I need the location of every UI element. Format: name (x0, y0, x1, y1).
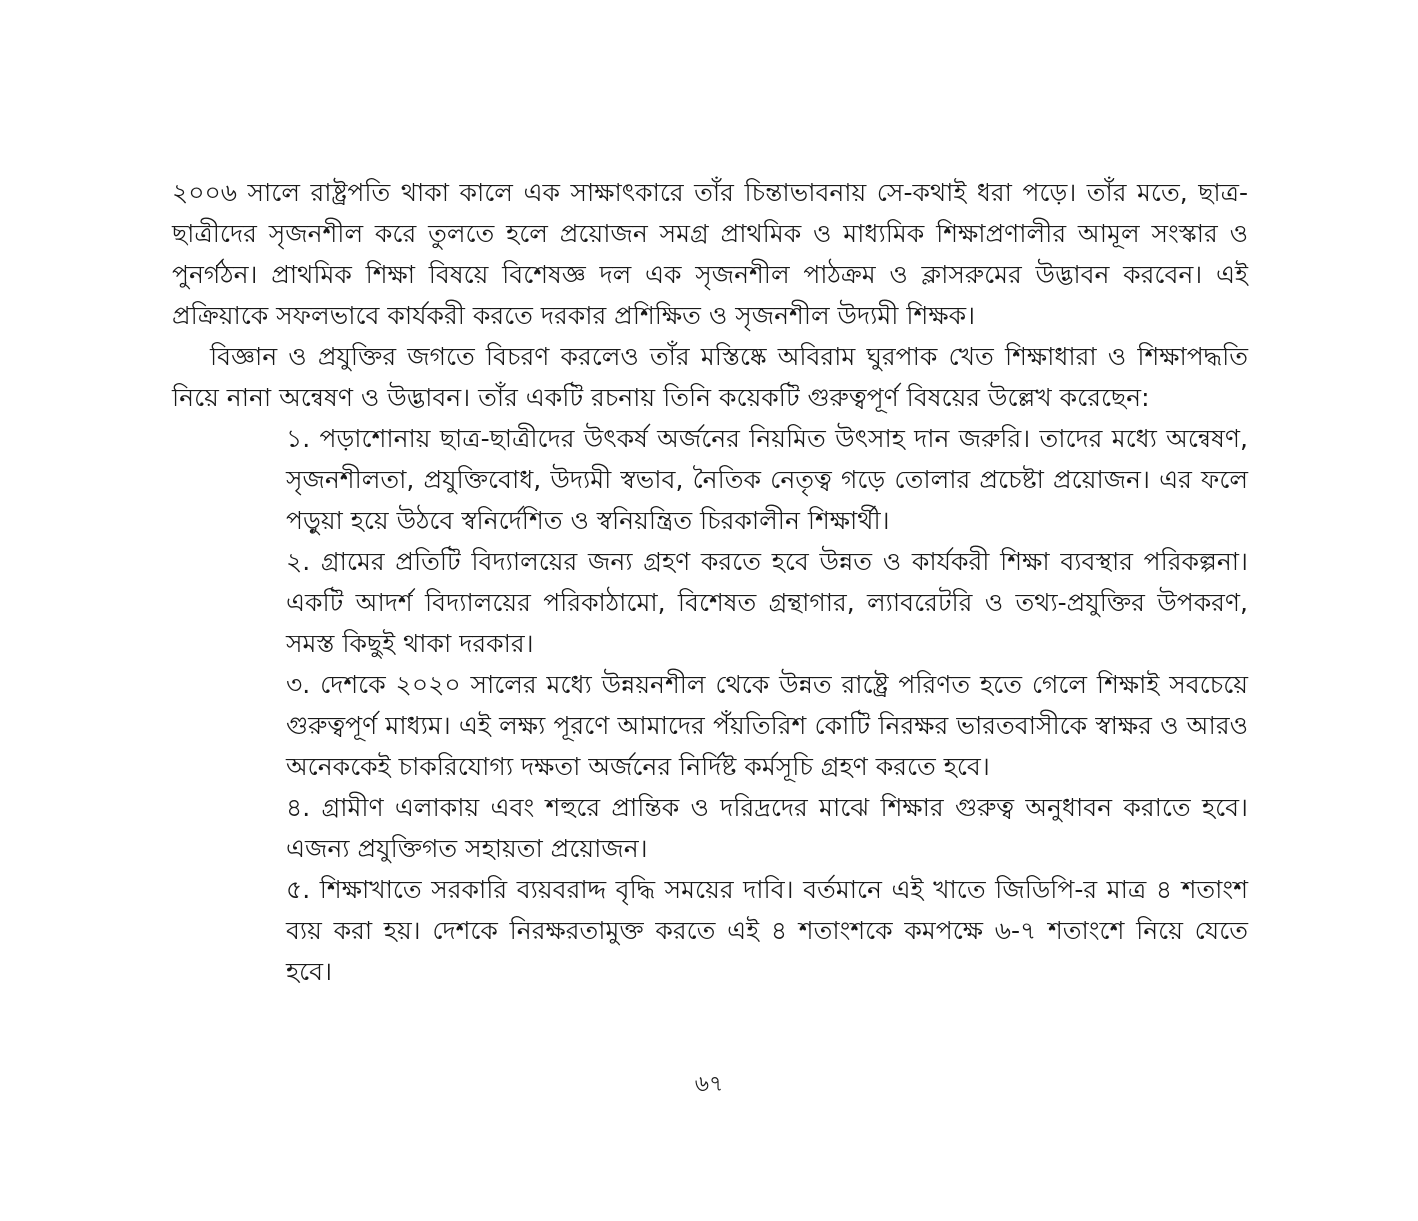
paragraph-1: ২০০৬ সালে রাষ্ট্রপতি থাকা কালে এক সাক্ষাৎকারে তাঁর চিন্তাভাবনায় সে-কথাই ধরা পড়ে। তাঁর মতে, ছাত্র-ছাত্রীদের সৃজনশীল করে তুলতে হলে প্রয়োজন সমগ্র প্রাথমিক ও মাধ্যমিক শিক্ষাপ্রণালীর আমূল সংস্কার ও পুনর্গঠন। প্রাথমিক শিক্ষা বিষয়ে বিশেষজ্ঞ দল এক সৃজনশীল পাঠক্রম ও ক্লাসরুমের উদ্ভাবন করবেন। এই প্রক্রিয়াকে সফলভাবে কার্যকরী করতে দরকার প্রশিক্ষিত ও সৃজনশীল উদ্যমী শিক্ষক। (172, 178, 1248, 330)
list-item: ৩. দেশকে ২০২০ সালের মধ্যে উন্নয়নশীল থেকে উন্নত রাষ্ট্রে পরিণত হতে গেলে শিক্ষাই সবচেয়ে গুরুত্বপূর্ণ মাধ্যম। এই লক্ষ্য পূরণে আমাদের পঁয়তিরিশ কোটি নিরক্ষর ভারতবাসীকে স্বাক্ষর ও আরও অনেককেই চাকরিযোগ্য দক্ষতা অর্জনের নির্দিষ্ট কর্মসূচি গ্রহণ করতে হবে। (286, 670, 1248, 781)
list-item: ১. পড়াশোনায় ছাত্র-ছাত্রীদের উৎকর্ষ অর্জনের নিয়মিত উৎসাহ দান জরুরি। তাদের মধ্যে অন্বেষণ, সৃজনশীলতা, প্রযুক্তিবোধ, উদ্যমী স্বভাব, নৈতিক নেতৃত্ব গড়ে তোলার প্রচেষ্টা প্রয়োজন। এর ফলে পড়ুয়া হয়ে উঠবে স্বনির্দেশিত ও স্বনিয়ন্ত্রিত চিরকালীন শিক্ষার্থী। (286, 424, 1248, 535)
page-number: ৬৭ (694, 1072, 724, 1097)
list-item: ২. গ্রামের প্রতিটি বিদ্যালয়ের জন্য গ্রহণ করতে হবে উন্নত ও কার্যকরী শিক্ষা ব্যবস্থার পরিকল্পনা। একটি আদর্শ বিদ্যালয়ের পরিকাঠামো, বিশেষত গ্রন্থাগার, ল্যাবরেটরি ও তথ্য-প্রযুক্তির উপকরণ, সমস্ত কিছুই থাকা দরকার। (286, 547, 1248, 658)
body-text (172, 172, 1248, 992)
numbered-list (286, 418, 1248, 992)
list-item: ৫. শিক্ষাখাতে সরকারি ব্যয়বরাদ্দ বৃদ্ধি সময়ের দাবি। বর্তমানে এই খাতে জিডিপি-র মাত্র ৪ শতাংশ ব্যয় করা হয়। দেশকে নিরক্ষরতামুক্ত করতে এই ৪ শতাংশকে কমপক্ষে ৬-৭ শতাংশে নিয়ে যেতে হবে। (286, 875, 1248, 986)
paragraph-2: বিজ্ঞান ও প্রযুক্তির জগতে বিচরণ করলেও তাঁর মস্তিষ্কে অবিরাম ঘুরপাক খেত শিক্ষাধারা ও শিক্ষাপদ্ধতি নিয়ে নানা অন্বেষণ ও উদ্ভাবন। তাঁর একটি রচনায় তিনি কয়েকটি গুরুত্বপূর্ণ বিষয়ের উল্লেখ করেছেন: (172, 342, 1248, 412)
list-item: ৪. গ্রামীণ এলাকায় এবং শহুরে প্রান্তিক ও দরিদ্রদের মাঝে শিক্ষার গুরুত্ব অনুধাবন করাতে হবে। এজন্য প্রযুক্তিগত সহায়তা প্রয়োজন। (286, 793, 1248, 863)
